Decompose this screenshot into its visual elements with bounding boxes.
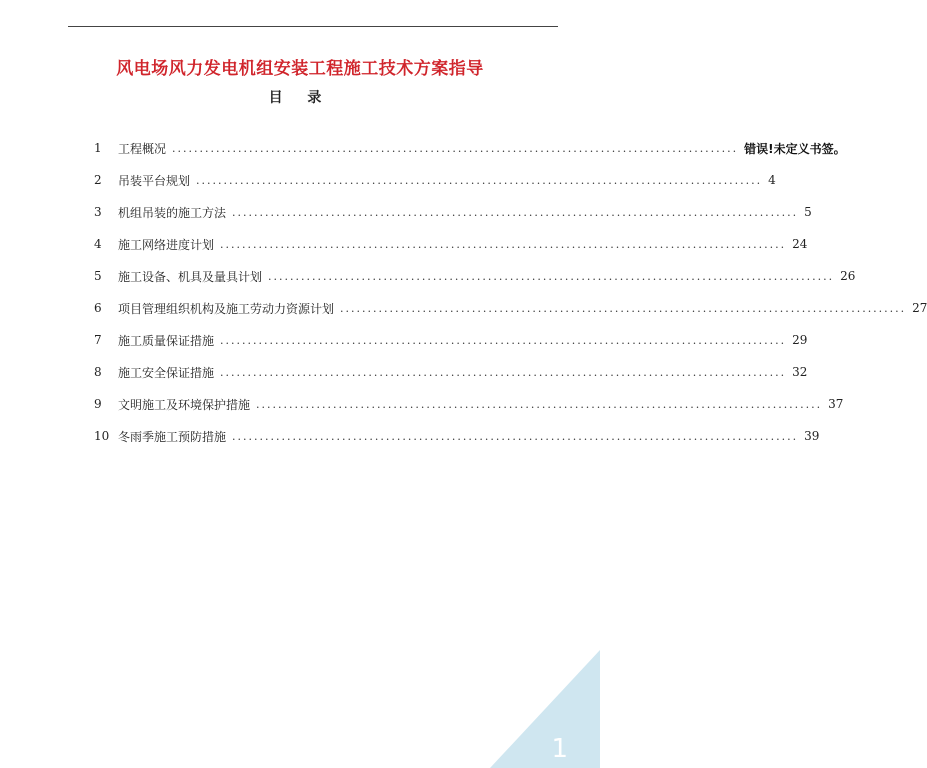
dot-leader: ....................................................................................................... [232, 429, 799, 443]
toc-entry[interactable] [94, 420, 820, 452]
toc-entry[interactable] [94, 164, 776, 196]
toc-entry[interactable] [94, 260, 856, 292]
toc-page-number: 错误!未定义书签。 [744, 141, 846, 156]
dot-leader: ....................................................................................................... [220, 365, 787, 379]
dot-leader: ....................................................................................................... [268, 269, 835, 283]
toc-entry[interactable] [94, 228, 808, 260]
toc-entry[interactable] [94, 324, 808, 356]
toc-title: 吊装平台规划 [118, 173, 191, 188]
toc-entry[interactable] [94, 292, 927, 324]
toc-title: 施工安全保证措施 [118, 365, 215, 380]
toc-number: 4 [94, 237, 102, 251]
toc-heading: 目 录 [268, 90, 332, 106]
toc-title: 施工网络进度计划 [118, 237, 215, 252]
toc-title: 机组吊装的施工方法 [118, 205, 227, 220]
page-corner-decoration [490, 650, 600, 768]
dot-leader: ....................................................................................................... [172, 141, 739, 155]
dot-leader: ....................................................................................................... [256, 397, 823, 411]
toc-page-number: 5 [804, 205, 812, 219]
toc-entry[interactable] [94, 132, 846, 164]
toc-number: 7 [94, 333, 102, 347]
toc-number: 3 [94, 205, 102, 219]
toc-number: 9 [94, 397, 102, 411]
toc-title: 冬雨季施工预防措施 [118, 429, 227, 444]
toc-number: 6 [94, 301, 102, 315]
header-rule [68, 26, 558, 27]
toc-page-number: 26 [840, 269, 856, 283]
toc-page-number: 32 [792, 365, 808, 379]
toc-number: 1 [94, 141, 102, 155]
toc-page-number: 37 [828, 397, 844, 411]
dot-leader: ....................................................................................................... [220, 333, 787, 347]
dot-leader: ....................................................................................................... [340, 301, 907, 315]
toc-number: 5 [94, 269, 102, 283]
toc-page-number: 4 [768, 173, 776, 187]
toc-page-number: 24 [792, 237, 808, 251]
toc-page-number: 27 [912, 301, 927, 315]
toc-entry[interactable] [94, 196, 812, 228]
toc-page-number: 39 [804, 429, 820, 443]
toc-number: 2 [94, 173, 102, 187]
toc-number: 8 [94, 365, 102, 379]
table-of-contents [94, 132, 927, 452]
toc-entry[interactable] [94, 388, 844, 420]
toc-title: 文明施工及环境保护措施 [118, 397, 251, 412]
page-number: 1 [551, 734, 568, 764]
toc-number: 10 [94, 429, 110, 443]
toc-entry[interactable] [94, 356, 808, 388]
dot-leader: ....................................................................................................... [232, 205, 799, 219]
dot-leader: ....................................................................................................... [220, 237, 787, 251]
toc-page-number: 29 [792, 333, 808, 347]
toc-title: 施工设备、机具及量具计划 [118, 269, 263, 284]
toc-title: 项目管理组织机构及施工劳动力资源计划 [118, 301, 335, 316]
dot-leader: ....................................................................................................... [196, 173, 763, 187]
toc-title: 工程概况 [118, 141, 167, 156]
toc-title: 施工质量保证措施 [118, 333, 215, 348]
document-title: 风电场风力发电机组安装工程施工技术方案指导 [116, 59, 484, 79]
